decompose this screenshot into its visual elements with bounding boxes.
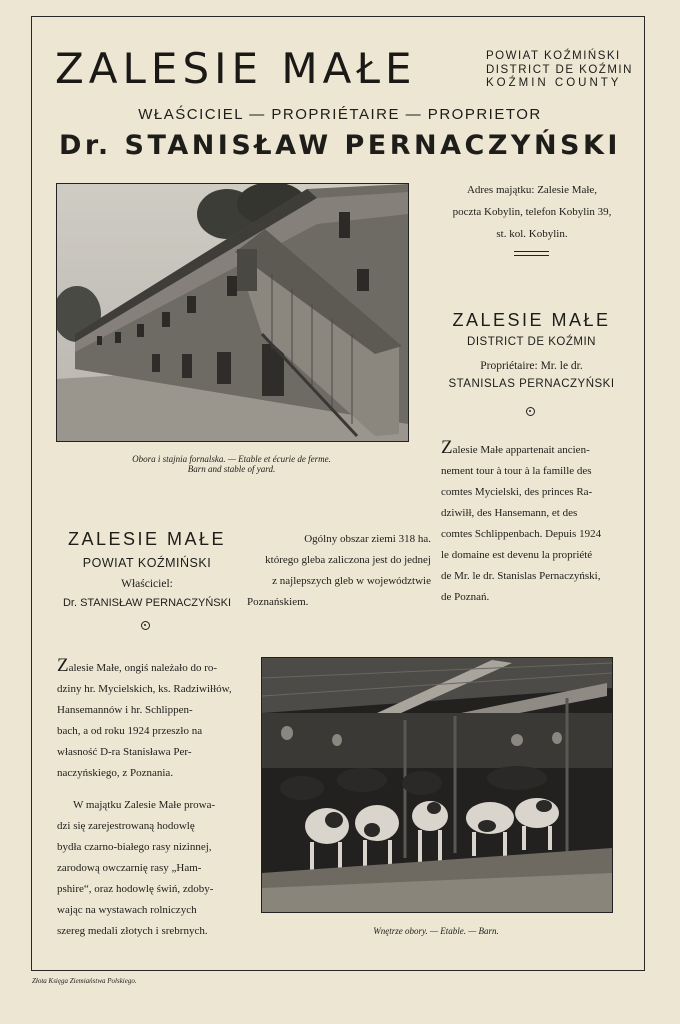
french-block-title: ZALESIE MAŁE <box>452 310 611 330</box>
owner-roles: WŁAŚCICIEL — PROPRIÉTAIRE — PROPRIETOR <box>138 106 542 123</box>
polish-history-text <box>57 656 238 784</box>
owner-name: Dr. STANISŁAW PERNACZYŃSKI <box>59 130 621 161</box>
barn-stable-photo <box>56 183 409 442</box>
french-history-text <box>441 438 623 608</box>
breeding-line: dzi się zarejestrowaną hodowlę <box>57 820 195 832</box>
address-line: st. kol. Kobylin. <box>496 228 568 240</box>
county-line: POWIAT KOŹMIŃSKI <box>486 50 621 62</box>
history-line: bach, a od roku 1924 przeszło na <box>57 725 203 737</box>
dropcap: Z <box>441 437 453 458</box>
history-line: Zalesie Małe, ongiś należało do ro- <box>57 655 218 676</box>
barn-interior-illustration <box>262 658 612 912</box>
photo1-caption-line2: Barn and stable of yard. <box>187 464 276 474</box>
history-line: naczyńskiego, z Poznania. <box>57 767 174 779</box>
breeding-text <box>57 795 238 942</box>
french-owner-line2: STANISLAS PERNACZYŃSKI <box>448 378 615 390</box>
photo1-caption-line1: Obora i stajnia fornalska. — Etable et écurie de ferme. <box>132 454 331 464</box>
page-title: ZALESIE MAŁE <box>55 44 417 93</box>
dropcap: Z <box>57 655 69 676</box>
history-line: własność D-ra Stanisława Per- <box>57 746 192 758</box>
ornament-icon <box>141 621 150 630</box>
french-text-line: de Poznań. <box>441 591 490 603</box>
french-text-line: nement tour à tour à la famille des <box>441 465 592 477</box>
breeding-line: szereg medali złotych i srebrnych. <box>57 925 208 937</box>
area-line: Ogólny obszar ziemi 318 ha. <box>304 533 431 545</box>
area-line: Poznańskiem. <box>247 596 309 608</box>
french-text-line: dziwiłł, des Hansemann, et des <box>441 507 578 519</box>
french-text-line: Zalesie Małe appartenait ancien- <box>441 437 590 458</box>
breeding-line: wając na wystawach rolniczych <box>57 904 197 916</box>
county-line: KOŹMIN COUNTY <box>486 77 622 89</box>
county-line: DISTRICT DE KOŹMIN <box>486 63 633 76</box>
divider-rule <box>514 251 549 256</box>
polish-block-title: ZALESIE MAŁE <box>67 529 227 549</box>
polish-owner-name: Dr. STANISŁAW PERNACZYŃSKI <box>62 597 232 609</box>
address-line: poczta Kobylin, telefon Kobylin 39, <box>452 206 612 218</box>
breeding-line: W majątku Zalesie Małe prowa- <box>73 799 216 811</box>
french-district: DISTRICT DE KOŹMIN <box>467 336 596 348</box>
breeding-line: bydła czarno-białego rasy nizinnej, <box>57 841 212 853</box>
polish-owner-label: Właściciel: <box>121 578 173 590</box>
address-line: Adres majątku: Zalesie Małe, <box>466 184 598 196</box>
ornament-icon <box>526 407 535 416</box>
area-block <box>247 529 431 613</box>
barn-stable-illustration <box>57 184 408 441</box>
history-line: dziny hr. Mycielskich, ks. Radziwiłłów, <box>57 683 232 695</box>
polish-county: POWIAT KOŹMIŃSKI <box>82 556 212 570</box>
french-text-line: comtes Schlippenbach. Depuis 1924 <box>441 528 602 540</box>
county-block <box>486 50 633 91</box>
area-line: którego gleba zaliczona jest do jednej <box>265 554 431 566</box>
french-text-line: comtes Mycielski, des princes Ra- <box>441 486 593 498</box>
history-line: Hansemannów i hr. Schlippen- <box>57 704 193 716</box>
french-text-line: le domaine est devenu la propriété <box>441 549 593 561</box>
french-text-line: de Mr. le dr. Stanislas Pernaczyński, <box>441 570 601 582</box>
breeding-line: zarodową owczarnię rasy „Ham- <box>57 862 202 874</box>
french-owner-line1: Propriétaire: Mr. le dr. <box>480 360 583 372</box>
address-block <box>441 179 623 245</box>
footer-text: Złota Księga Ziemiaństwa Polskiego. <box>32 977 137 985</box>
area-line: z najlepszych gleb w województwie <box>272 575 431 587</box>
photo1-caption <box>56 454 407 474</box>
breeding-line: pshire“, oraz hodowlę świń, zdoby- <box>57 883 214 895</box>
photo2-caption: Wnętrze obory. — Etable. — Barn. <box>373 926 499 936</box>
barn-interior-photo <box>261 657 613 913</box>
